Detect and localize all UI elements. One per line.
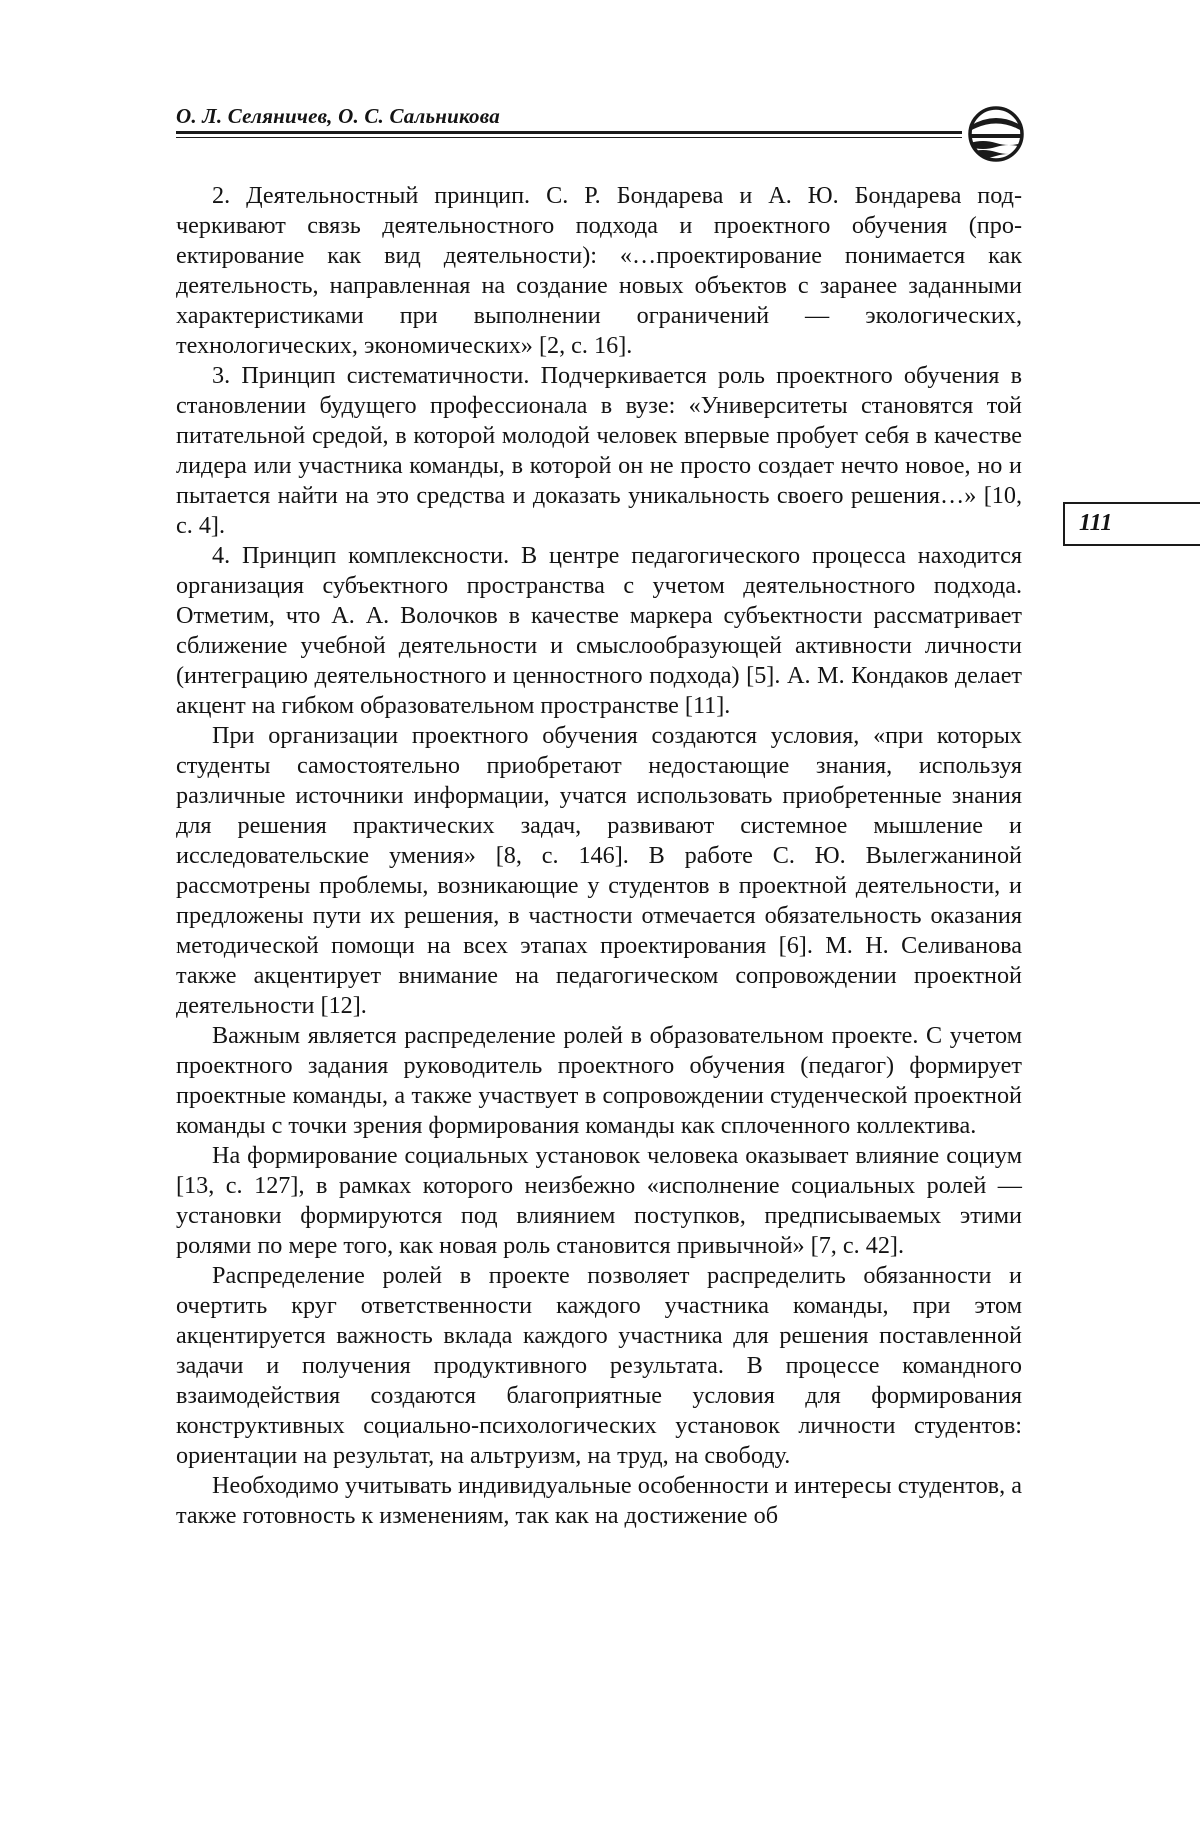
page-number-tab xyxy=(1063,502,1200,546)
paragraph: Распределение ролей в проекте позволяет распределить обязанности и очертить круг ответственности каждого участника команды, при этом акцентируется важность вклада каждого участника для решения поставленной задачи и получения продуктивного результата. В процессе командного взаимодействия создаются благоприятные условия для формирования конструктивных социально-психологических установок личности студентов: ориентации на результат, на альтруизм, на труд, на свободу. xyxy=(176,1262,1022,1469)
header-rule-thin xyxy=(176,137,962,138)
header-rule-thick xyxy=(176,131,962,134)
page-number: 111 xyxy=(1079,510,1113,536)
journal-logo-icon xyxy=(966,104,1026,164)
article-body xyxy=(176,181,1022,1531)
paragraph: 2. Деятельностный принцип. С. Р. Бондарева и А. Ю. Бондарева подчеркивают связь деятельностного подхода и проектного обучения (проектирование как вид деятельности): «…проектирование понимается как деятельность, направленная на создание новых объектов с заранее заданными характеристиками при выполнении ограничений — экологических, технологических, экономических» [2, с. 16]. xyxy=(176,182,1022,359)
paragraph: Важным является распределение ролей в образовательном проекте. С учетом проектного задания руководитель проектного обучения (педагог) формирует проектные команды, а также участвует в сопровождении студенческой проектной команды с точки зрения формирования команды как сплоченного коллектива. xyxy=(176,1022,1022,1139)
running-head-authors: О. Л. Селяничев, О. С. Сальникова xyxy=(176,104,500,128)
paragraph: 4. Принцип комплексности. В центре педагогического процесса находится организация субъектного пространства с учетом деятельностного подхода. Отметим, что А. А. Волочков в качестве маркера субъектности рассматривает сближение учебной деятельности и смыслообразующей активности личности (интеграцию деятельностного и ценностного подхода) [5]. А. М. Кондаков делает акцент на гибком образовательном пространстве [11]. xyxy=(176,542,1022,719)
paragraph: На формирование социальных установок человека оказывает влияние социум [13, с. 127], в рамках которого неизбежно «исполнение социальных ролей — установки формируются под влиянием поступков, предписываемых этими ролями по мере того, как новая роль становится привычной» [7, с. 42]. xyxy=(176,1142,1022,1259)
paragraph: 3. Принцип систематичности. Подчеркивается роль проектного обучения в становлении будущего профессионала в вузе: «Университеты становятся той питательной средой, в которой молодой человек впервые пробует себя в качестве лидера или участника команды, в которой он не просто создает нечто новое, но и пытается найти на это средства и доказать уникальность своего решения…» [10, с. 4]. xyxy=(176,362,1022,539)
paragraph: Необходимо учитывать индивидуальные особенности и интересы студентов, а также готовность к изменениям, так как на достижение об xyxy=(176,1472,1022,1529)
paragraph: При организации проектного обучения создаются условия, «при которых студенты самостоятельно приобретают недостающие знания, используя различные источники информации, учатся использовать приобретенные знания для решения практических задач, развивают системное мышление и исследовательские умения» [8, с. 146]. В работе С. Ю. Вылегжаниной рассмотрены проблемы, возникающие у студентов в проектной деятельности, и предложены пути их решения, в частности отмечается обязательность оказания методической помощи на всех этапах проектирования [6]. М. Н. Селиванова также акцентирует внимание на педагогическом сопровождении проектной деятельности [12]. xyxy=(176,722,1022,1019)
